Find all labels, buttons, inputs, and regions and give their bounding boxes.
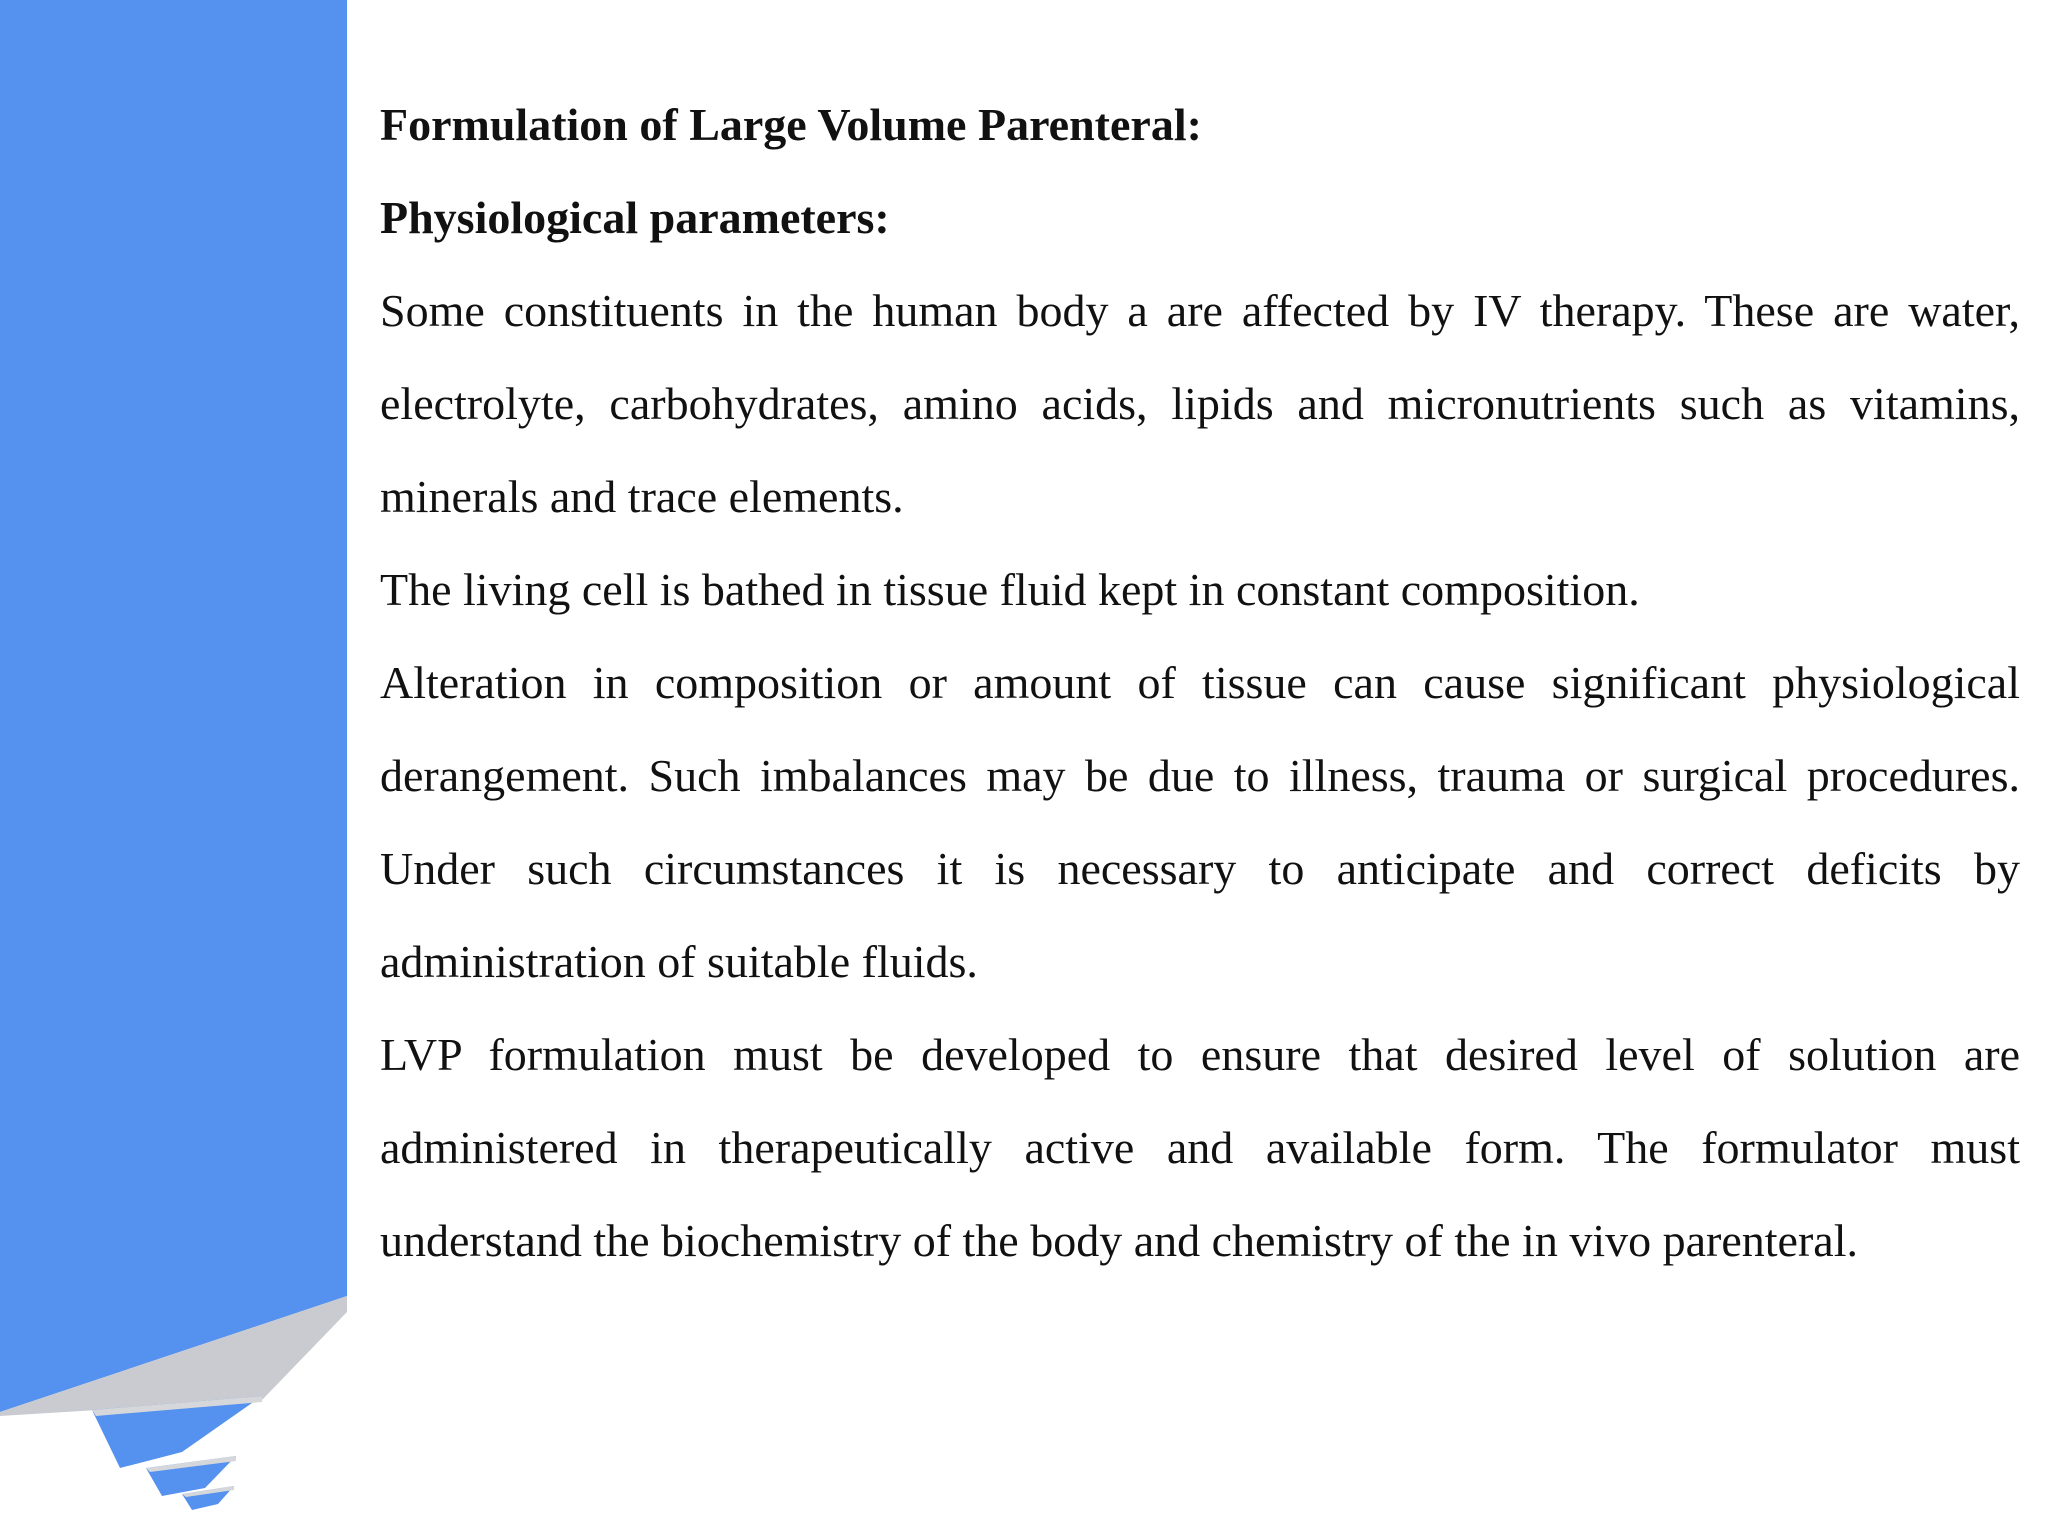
slide-title: Formulation of Large Volume Parenteral:	[380, 99, 1202, 150]
paragraph-constituents: Some constituents in the human body a are affected by IV therapy. These are water, electrolyte, carbohydrates, amino acids, lipids and micronutrients such as vitamins, minerals and trace elements.	[380, 285, 2020, 522]
section-subtitle: Physiological parameters:	[380, 192, 890, 243]
ribbon-main-band	[0, 0, 347, 1412]
paragraph-lvp-formulation: LVP formulation must be developed to ensure that desired level of solution are administered in therapeutically active and available form. The formulator must understand the biochemistry of the body and chemistry of the in vivo parenteral.	[380, 1029, 2020, 1266]
decorative-ribbon	[0, 0, 360, 1536]
paragraph-living-cell: The living cell is bathed in tissue fluid kept in constant composition.	[380, 564, 1640, 615]
slide-content	[380, 78, 2020, 1287]
paragraph-alteration: Alteration in composition or amount of tissue can cause significant physiological derangement. Such imbalances may be due to illness, trauma or surgical procedures. Under such circumstances it is necessary to anticipate and correct deficits by administration of suitable fluids.	[380, 657, 2020, 987]
